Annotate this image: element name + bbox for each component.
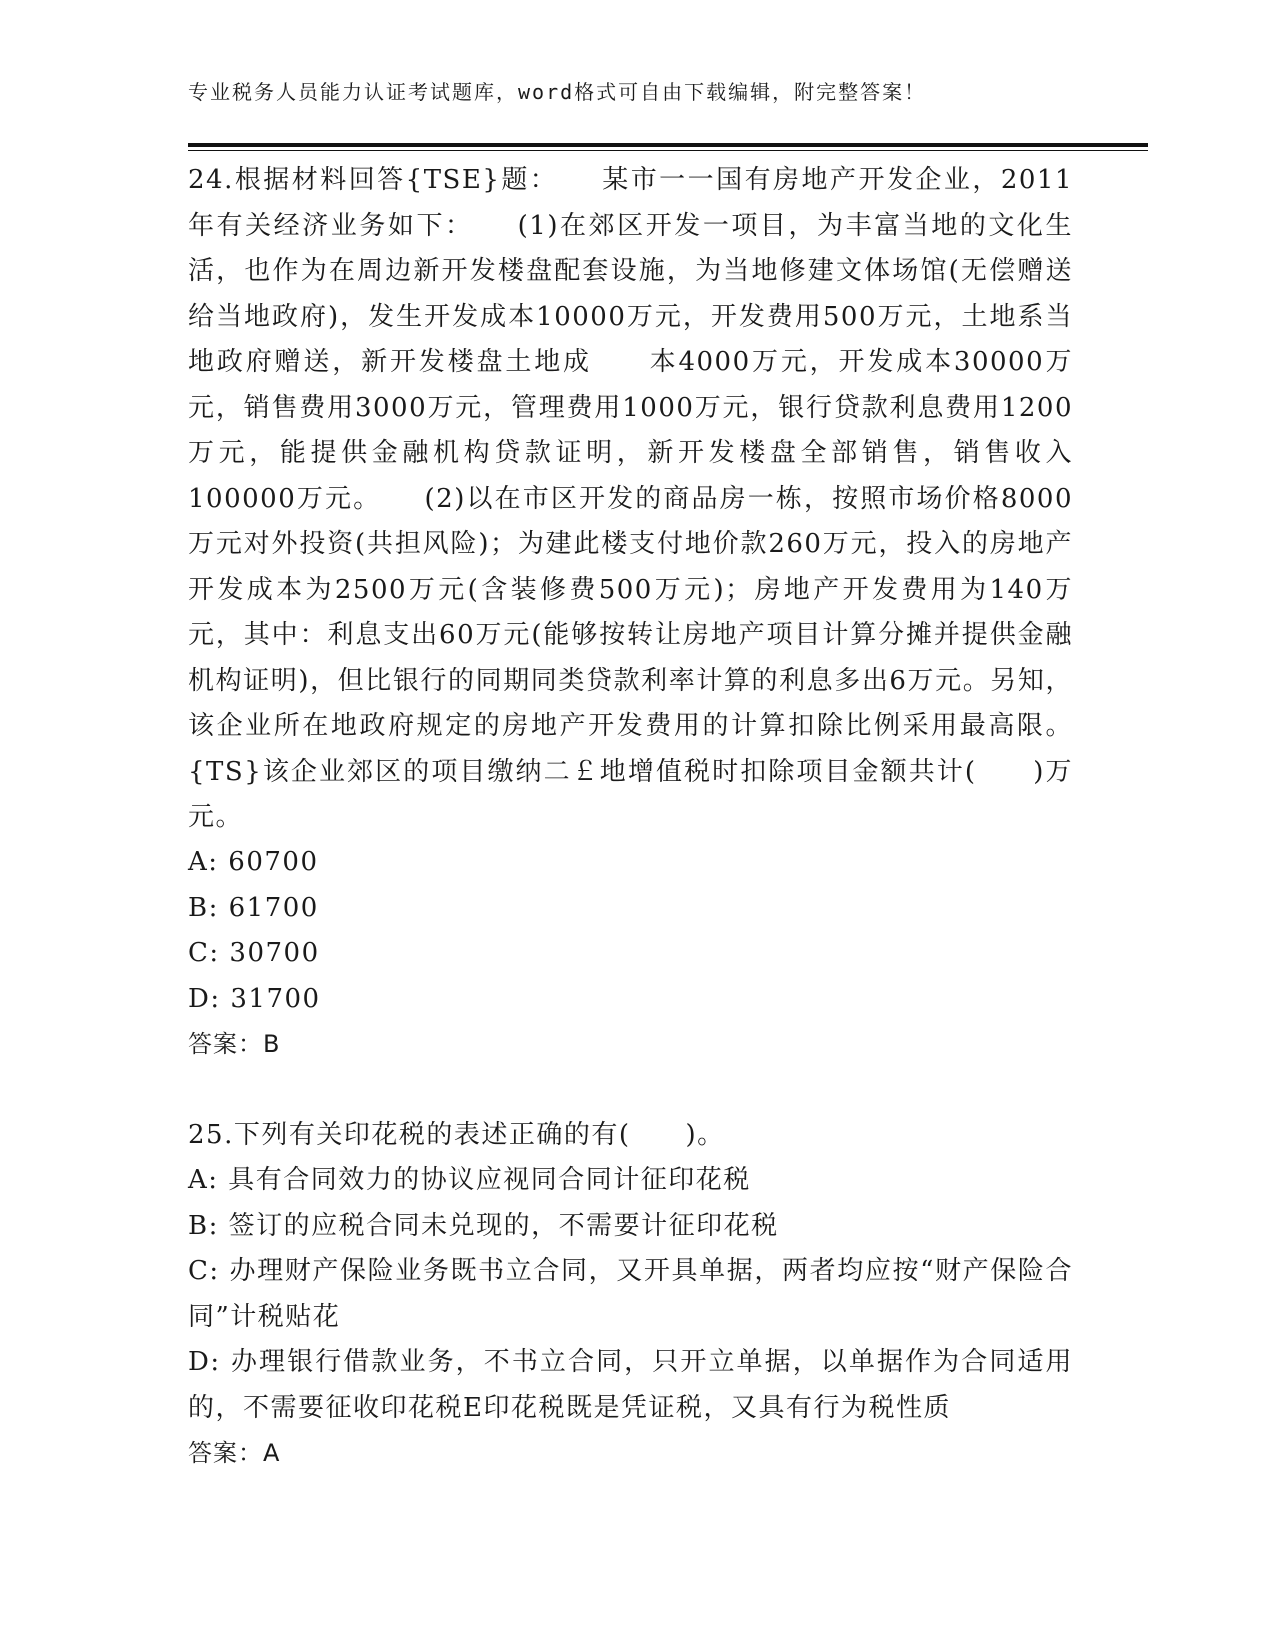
question-25-option-b: B: 签订的应税合同未兑现的，不需要计征印花税 [188,1210,779,1241]
question-content [188,158,1073,1477]
question-25-option-a: A: 具有合同效力的协议应视同合同计征印花税 [188,1165,751,1195]
question-24-option-b: B: 61700 [188,892,319,923]
question-25-option-d: D: 办理银行借款业务，不书立合同，只开立单据，以单据作为合同适用的，不需要征收印花税E印花税既是凭证税，又具有行为税性质 [188,1347,1073,1423]
question-24-option-a: A: 60700 [188,847,319,877]
header-rule-thick [188,143,1148,147]
question-24-text: 24.根据材料回答{TSE}题： 某市一一国有房地产开发企业，2011年有关经济业务如下： (1)在郊区开发一项目，为丰富当地的文化生活，也作为在周边新开发楼盘配套设施，为当地修建文体场馆(无偿赠送给当地政府)，发生开发成本10000万元，开发费用500万元，土地系当地政府赠送，新开发楼盘土地成 本4000万元，开发成本30000万元，销售费用3000万元，管理费用1000万元，银行贷款利息费用1200万元，能提供金融机构贷款证明，新开发楼盘全部销售，销售收入100000万元。 (2)以在市区开发的商品房一栋，按照市场价格8000万元对外投资(共担风险)；为建此楼支付地价款260万元，投入的房地产开发成本为2500万元(含装修费500万元)；房地产开发费用为140万元，其中：利息支出60万元(能够按转让房地产项目计算分摊并提供金融机构证明)，但比银行的同期同类贷款利率计算的利息多出6万元。另知，该企业所在地政府规定的房地产开发费用的计算扣除比例采用最高限。{TS}该企业郊区的项目缴纳二￡地增值税时扣除项目金额共计( )万元。 [188,165,1073,832]
question-25-text: 25.下列有关印花税的表述正确的有( )。 [188,1119,725,1150]
question-25-answer: 答案：A [188,1439,281,1467]
question-24-answer: 答案：B [188,1030,281,1058]
question-25 [188,1113,1073,1477]
document-header: 专业税务人员能力认证考试题库，word格式可自由下载编辑，附完整答案！ [188,80,927,104]
question-spacer [188,1068,1073,1113]
question-24 [188,158,1073,1068]
question-24-option-d: D: 31700 [188,983,321,1014]
question-24-option-c: C: 30700 [188,938,320,968]
question-25-option-c: C: 办理财产保险业务既书立合同，又开具单据，两者均应按“财产保险合同”计税贴花 [188,1256,1073,1332]
header-rule-thin [188,150,1148,151]
